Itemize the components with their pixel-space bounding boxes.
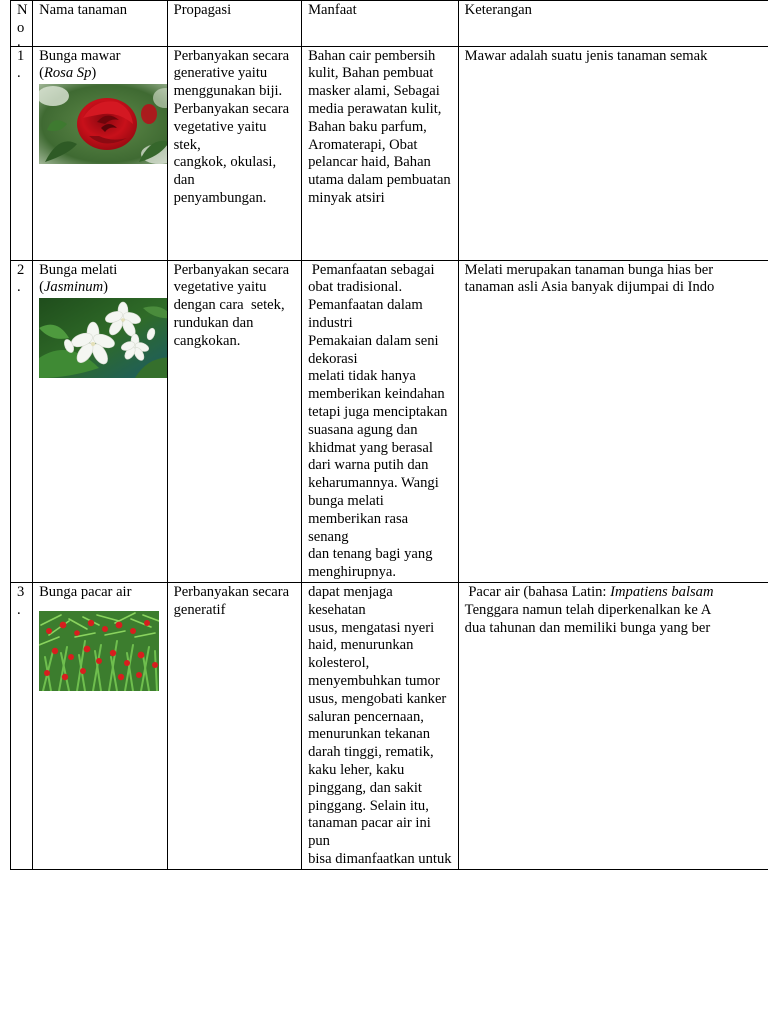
note-cell: Pacar air (bahasa Latin: Impatiens balsam Tenggara namun telah diperkenalkan ke A dua tahunan dan memiliki bunga yang ber (458, 582, 768, 869)
propagation-cell: Perbanyakan secara generative yaitu menggunakan biji. Perbanyakan secara vegetative yaitu stek, cangkok, okulasi, dan penyambungan. (167, 46, 302, 260)
table-header-row (11, 1, 768, 47)
propagation-cell: Perbanyakan secara vegetative yaitu dengan cara setek, rundukan dan cangkokan. (167, 260, 302, 582)
note-cell: Melati merupakan tanaman bunga hias ber tanaman asli Asia banyak dijumpai di Indo (458, 260, 768, 582)
plant-name-cell (33, 582, 168, 869)
header-name: Nama tanaman (33, 1, 168, 47)
propagation-cell: Perbanyakan secara generatif (167, 582, 302, 869)
table-row (11, 582, 768, 869)
table-row (11, 46, 768, 260)
plant-name-cell (33, 46, 168, 260)
benefit-cell: Bahan cair pembersih kulit, Bahan pembuat masker alami, Sebagai media perawatan kulit, Bahan baku parfum, Aromaterapi, Obat pelancar haid, Bahan utama dalam pembuatan minyak atsiri (302, 46, 459, 260)
red-rose-photo (39, 84, 161, 164)
header-propagation: Propagasi (167, 1, 302, 47)
row-number: 3. (11, 582, 33, 869)
row-number: 1. (11, 46, 33, 260)
plant-name-cell (33, 260, 168, 582)
plant-latin-name: (Jasminum) (39, 279, 109, 296)
plant-name: Bunga pacar air (39, 583, 132, 600)
benefit-cell: dapat menjaga kesehatan usus, mengatasi nyeri haid, menurunkan kolesterol, menyembuhkan tumor usus, mengobati kanker saluran pencernaan, menurunkan tekanan darah tinggi, rematik, kaku leher, kaku pinggang, dan sakit pinggang. Selain itu, tanaman pacar air ini pun bisa dimanfaatkan untuk (302, 582, 459, 869)
white-jasmine-photo (39, 298, 161, 378)
header-benefit: Manfaat (302, 1, 459, 47)
plant-name: Bunga mawar (39, 47, 121, 64)
plant-name: Bunga melati (39, 261, 118, 278)
plant-latin-name: (Rosa Sp) (39, 65, 97, 82)
header-no: No . (11, 1, 33, 47)
balsam-plant-photo (39, 611, 161, 691)
table-row (11, 260, 768, 582)
row-number: 2. (11, 260, 33, 582)
header-note: Keterangan (458, 1, 768, 47)
benefit-cell: Pemanfaatan sebagai obat tradisional. Pemanfaatan dalam industri Pemakaian dalam seni dekorasi melati tidak hanya memberikan keindahan tetapi juga menciptakan suasana agung dan khidmat yang berasal dari warna putih dan keharumannya. Wangi bunga melati memberikan rasa senang dan tenang bagi yang menghirupnya. (302, 260, 459, 582)
note-cell: Mawar adalah suatu jenis tanaman semak (458, 46, 768, 260)
plant-table (10, 0, 768, 870)
